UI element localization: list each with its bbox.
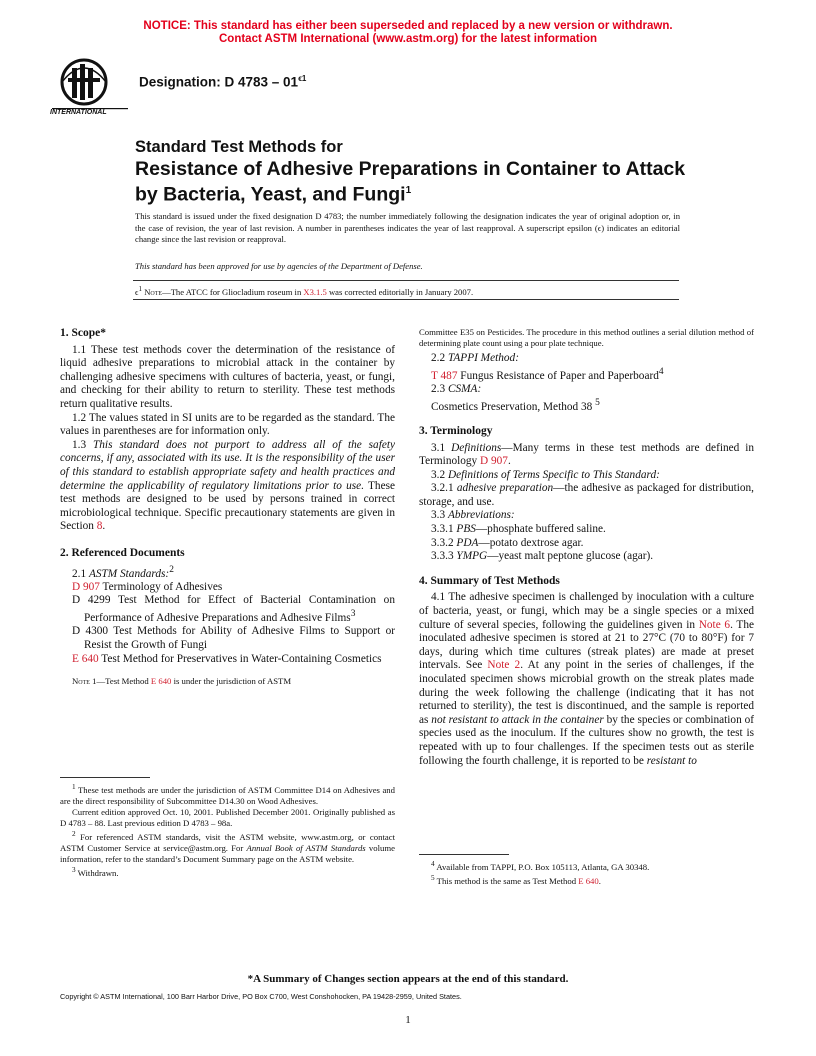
r2-3-num: 2.3	[431, 382, 448, 395]
link-x3-1-5[interactable]: X3.1.5	[303, 286, 327, 297]
t3-3-2-italic: PDA	[456, 536, 479, 549]
term-3-2	[419, 469, 754, 483]
r2-2-num: 2.2	[431, 352, 448, 364]
reference-title: Test Methods for Ability of Adhesive Films to Support or Resist the Growth of Fungi	[84, 625, 396, 651]
t3-3-2-text: —potato dextrose agar.	[478, 536, 584, 549]
title-line-2: Resistance of Adhesive Preparations in Container to Attack	[135, 158, 686, 180]
divider-top	[133, 280, 679, 281]
t3-3-3-text: —yeast malt peptone glucose (agar).	[487, 550, 654, 563]
astm-standards-label: ASTM Standards:	[88, 567, 170, 580]
footnote-1b: Current edition approved Oct. 10, 2001. Published December 2001. Originally published as D 4783 – 88. Last previous edition D 4783 – 98a.	[60, 806, 395, 828]
note-1-text: 1—Test Method	[89, 676, 151, 687]
footnote-rule-right	[419, 854, 509, 855]
reference-item	[72, 581, 395, 595]
tappi-heading	[431, 352, 754, 366]
footnote-1: These test methods are under the jurisdiction of ASTM Committee D14 on Adhesives and are the direct responsibility of Subcommittee D14.30 on Wood Adhesives.	[60, 784, 395, 806]
t3-2-1-italic: adhesive preparation	[456, 482, 554, 495]
title-footnote-ref: 1	[405, 185, 412, 196]
editorial-text: —The ATCC for Gliocladium roseum in	[162, 286, 304, 297]
scope-1-1: 1.1 These test methods cover the determination of the resistance of liquid adhesive preparations to microbial attack in the container by challenging adhesive specimens with cultures of bacteria, yeast, or fungi, and checking for their ability to return to sterility. These test methods return qualitative results.	[60, 343, 395, 410]
term-3-1: 3.1 Definitions—Many terms in these test methods are defined in Terminology D 907.	[419, 441, 755, 468]
ref-2-1	[72, 564, 395, 581]
link-note-2[interactable]: Note 2	[487, 659, 521, 672]
term-3-3	[419, 509, 754, 523]
t3-2-italic: Definitions of Terms Specific to This Standard:	[447, 468, 660, 481]
note-label: Note	[144, 286, 163, 297]
withdrawal-notice	[0, 20, 816, 46]
right-column	[419, 327, 755, 886]
safety-statement: This standard does not purport to address all of the safety concerns, if any, associated with its use. It is the responsibility of the user of this standard to establish appropriate safety and health practices and determine the applicability of regulatory limitations prior to use.	[60, 438, 395, 492]
footnote-5: This method is the same as Test Method	[436, 875, 579, 886]
csma-text: Cosmetics Preservation, Method 38	[431, 400, 593, 413]
title-line-1: Standard Test Methods for	[135, 138, 343, 156]
epsilon-sup: 1	[138, 285, 143, 293]
dod-approval: This standard has been approved for use by agencies of the Department of Defense.	[135, 261, 423, 271]
epsilon-symbol: ϵ	[135, 286, 139, 297]
t3-3-1-text: —phosphate buffered saline.	[475, 523, 606, 536]
link-e-640-fn[interactable]: E 640	[578, 875, 599, 886]
title-line-3: by Bacteria, Yeast, and Fungi	[135, 183, 406, 206]
logo-subtitle: INTERNATIONAL	[50, 109, 107, 116]
s4-1-italic-2: resistant to	[646, 754, 697, 767]
page-number: 1	[405, 1014, 411, 1026]
footnote-4: Available from TAPPI, P.O. Box 105113, Atlanta, GA 30348.	[436, 861, 650, 872]
csma-sup: 5	[595, 397, 600, 408]
term-3-3-1	[419, 523, 754, 537]
left-column	[60, 327, 396, 878]
fn4-marker: 4	[431, 860, 435, 868]
fn1-marker: 1	[72, 783, 76, 791]
references-heading: 2. Referenced Documents	[60, 546, 185, 559]
s4-1-italic-1: not resistant to attack in the container	[431, 713, 604, 726]
terminology-heading: 3. Terminology	[419, 424, 493, 437]
footnote-2b: volume information, refer to the standard’s Document Summary page on the ASTM website.	[60, 842, 395, 864]
reference-item	[72, 653, 395, 667]
t3-3-num: 3.3	[431, 509, 448, 522]
footnote-2a: For referenced ASTM standards, visit the ASTM website, www.astm.org, or contact ASTM Customer Service at service@astm.org. For	[60, 831, 395, 853]
scope-heading: 1. Scope*	[60, 327, 106, 339]
t3-2-1-num: 3.2.1	[431, 482, 457, 495]
t3-1-text: —Many terms in these test methods are defined in Terminology	[419, 441, 755, 468]
tappi-label: TAPPI Method:	[447, 352, 519, 364]
notice-line-2: Contact ASTM International (www.astm.org) for the latest information	[218, 33, 598, 45]
footnote-5-end: .	[598, 875, 601, 886]
note-1-label: Note	[72, 676, 90, 687]
designation	[139, 74, 306, 90]
reference-code: D 4300	[72, 625, 109, 638]
reference-code[interactable]: E 640	[72, 652, 99, 665]
t3-3-3-num: 3.3.3	[431, 550, 457, 563]
reference-item	[72, 625, 395, 652]
note-1-continued: Committee E35 on Pesticides. The procedure in this method outlines a serial dilution method of determining plate count using a pour plate technique.	[419, 327, 754, 348]
s4-1-text-a: 4.1 The adhesive specimen is challenged by inoculation with a culture of bacteria, yeast, or fungi, which may be a single species or a mixed culture of several species, following the guidelines given in	[419, 591, 754, 631]
scope-1-3	[60, 439, 395, 534]
footnote-3: Withdrawn.	[77, 867, 119, 878]
issuance-statement: This standard is issued under the fixed designation D 4783; the number immediately following the designation indicates the year of original adoption or, in the case of revision, the year of last revision. A number in parentheses indicates the year of last reapproval. A superscript epsilon (ϵ) indicates an editorial change since the last revision or reapproval.	[135, 211, 680, 244]
footnote-2-italic: Annual Book of ASTM Standards	[246, 842, 366, 853]
designation-epsilon: ϵ1	[298, 74, 307, 83]
s4-1-text-c: . At any point in the series of challenges, if the inoculated specimen shows microbial growth on the streak plates made during the week following the challenge (indicating that it has not returned to sterility), the test is discontinued, and the sample is reported as	[419, 659, 754, 726]
notice-line-1: NOTICE: This standard has either been superseded and replaced by a new version or withdrawn.	[143, 20, 673, 32]
tappi-text: Fungus Resistance of Paper and Paperboard	[457, 369, 659, 382]
reference-item	[72, 594, 395, 625]
scope-1-3-text: These test methods are designed to be used by persons trained in correct microbiological technique. Specific precautionary statements are given in Section	[60, 479, 395, 533]
left-footnotes	[60, 777, 395, 879]
summary-heading: 4. Summary of Test Methods	[419, 574, 560, 587]
t3-1-num: 3.1	[431, 441, 452, 454]
term-3-3-3	[419, 550, 754, 564]
reference-title: Test Method for Effect of Bacterial Contamination on Performance of Adhesive Preparations and Adhesive Films	[84, 594, 395, 624]
reference-list	[60, 581, 395, 666]
reference-footnote-ref: 3	[350, 609, 356, 620]
editorial-note	[135, 285, 473, 297]
fn3-marker: 3	[72, 865, 76, 874]
tappi-sup: 4	[658, 366, 664, 377]
fn5-marker: 5	[431, 873, 435, 882]
t3-3-1-italic: PBS	[456, 523, 476, 536]
link-d-907-term[interactable]: D 907	[480, 455, 508, 468]
link-e-640-note[interactable]: E 640	[150, 676, 172, 687]
link-section-8[interactable]: 8	[96, 520, 103, 533]
fn2-marker: 2	[72, 829, 76, 838]
reference-title: Test Method for Preservatives in Water-Containing Cosmetics	[98, 652, 382, 665]
ref-2-1-num: 2.1	[72, 567, 89, 580]
t3-3-2-num: 3.3.2	[431, 536, 457, 549]
note-1	[60, 676, 395, 687]
t3-2-1-text: —the adhesive as packaged for distribution, storage, and use.	[419, 482, 755, 508]
csma-heading	[431, 383, 754, 397]
footnote-rule	[60, 777, 150, 778]
s4-1-text-b: . The inoculated adhesive specimen is stored at 21 to 27°C (70 to 80°F) for 7 days, during which time cultures (streak plates) are made at preset intervals. See	[419, 618, 754, 672]
t3-1-italic: Definitions	[451, 441, 502, 454]
scope-1-2: 1.2 The values stated in SI units are to be regarded as the standard. The values in parentheses are for information only.	[60, 411, 395, 438]
term-3-3-2	[419, 537, 754, 551]
note-1-text-end: is under the jurisdiction of ASTM	[171, 676, 292, 687]
tappi-ref	[431, 366, 754, 383]
reference-title: Terminology of Adhesives	[99, 580, 223, 593]
ref-2-1-sup: 2	[169, 564, 174, 575]
summary-4-1	[419, 591, 754, 768]
reference-code[interactable]: D 907	[72, 580, 100, 593]
link-note-6[interactable]: Note 6	[698, 618, 731, 631]
t3-2-num: 3.2	[431, 468, 448, 481]
term-3-2-1	[419, 482, 754, 509]
copyright: Copyright © ASTM International, 100 Barr Harbor Drive, PO Box C700, West Conshohocken, PA 19428-2959, United States.	[60, 992, 462, 1001]
astm-logo	[46, 56, 130, 120]
document-title	[135, 137, 695, 206]
csma-label: CSMA:	[447, 382, 482, 395]
designation-label: Designation: D 4783 – 01	[139, 74, 299, 90]
csma-ref	[431, 397, 754, 414]
reference-code: D 4299	[72, 594, 111, 607]
t3-3-italic: Abbreviations:	[447, 509, 515, 522]
link-t-487[interactable]: T 487	[431, 369, 458, 382]
divider-bottom	[133, 299, 679, 300]
s4-1-text-d: by the species or combination of species used as the inoculum. If the cultures show no growth, the test is repeated with up to four challenges. If the specimen tests out as sterile following the fourth challenge, it is reported to be	[419, 713, 754, 767]
right-footnotes	[419, 854, 754, 887]
editorial-text-end: was corrected editorially in January 2007.	[326, 286, 474, 297]
t3-3-1-num: 3.3.1	[431, 523, 457, 536]
summary-of-changes-note: *A Summary of Changes section appears at the end of this standard.	[247, 973, 569, 985]
t3-3-3-italic: YMPG	[456, 550, 488, 563]
scope-1-3-num: 1.3	[72, 438, 93, 451]
scope-1-3-end: .	[102, 520, 106, 533]
